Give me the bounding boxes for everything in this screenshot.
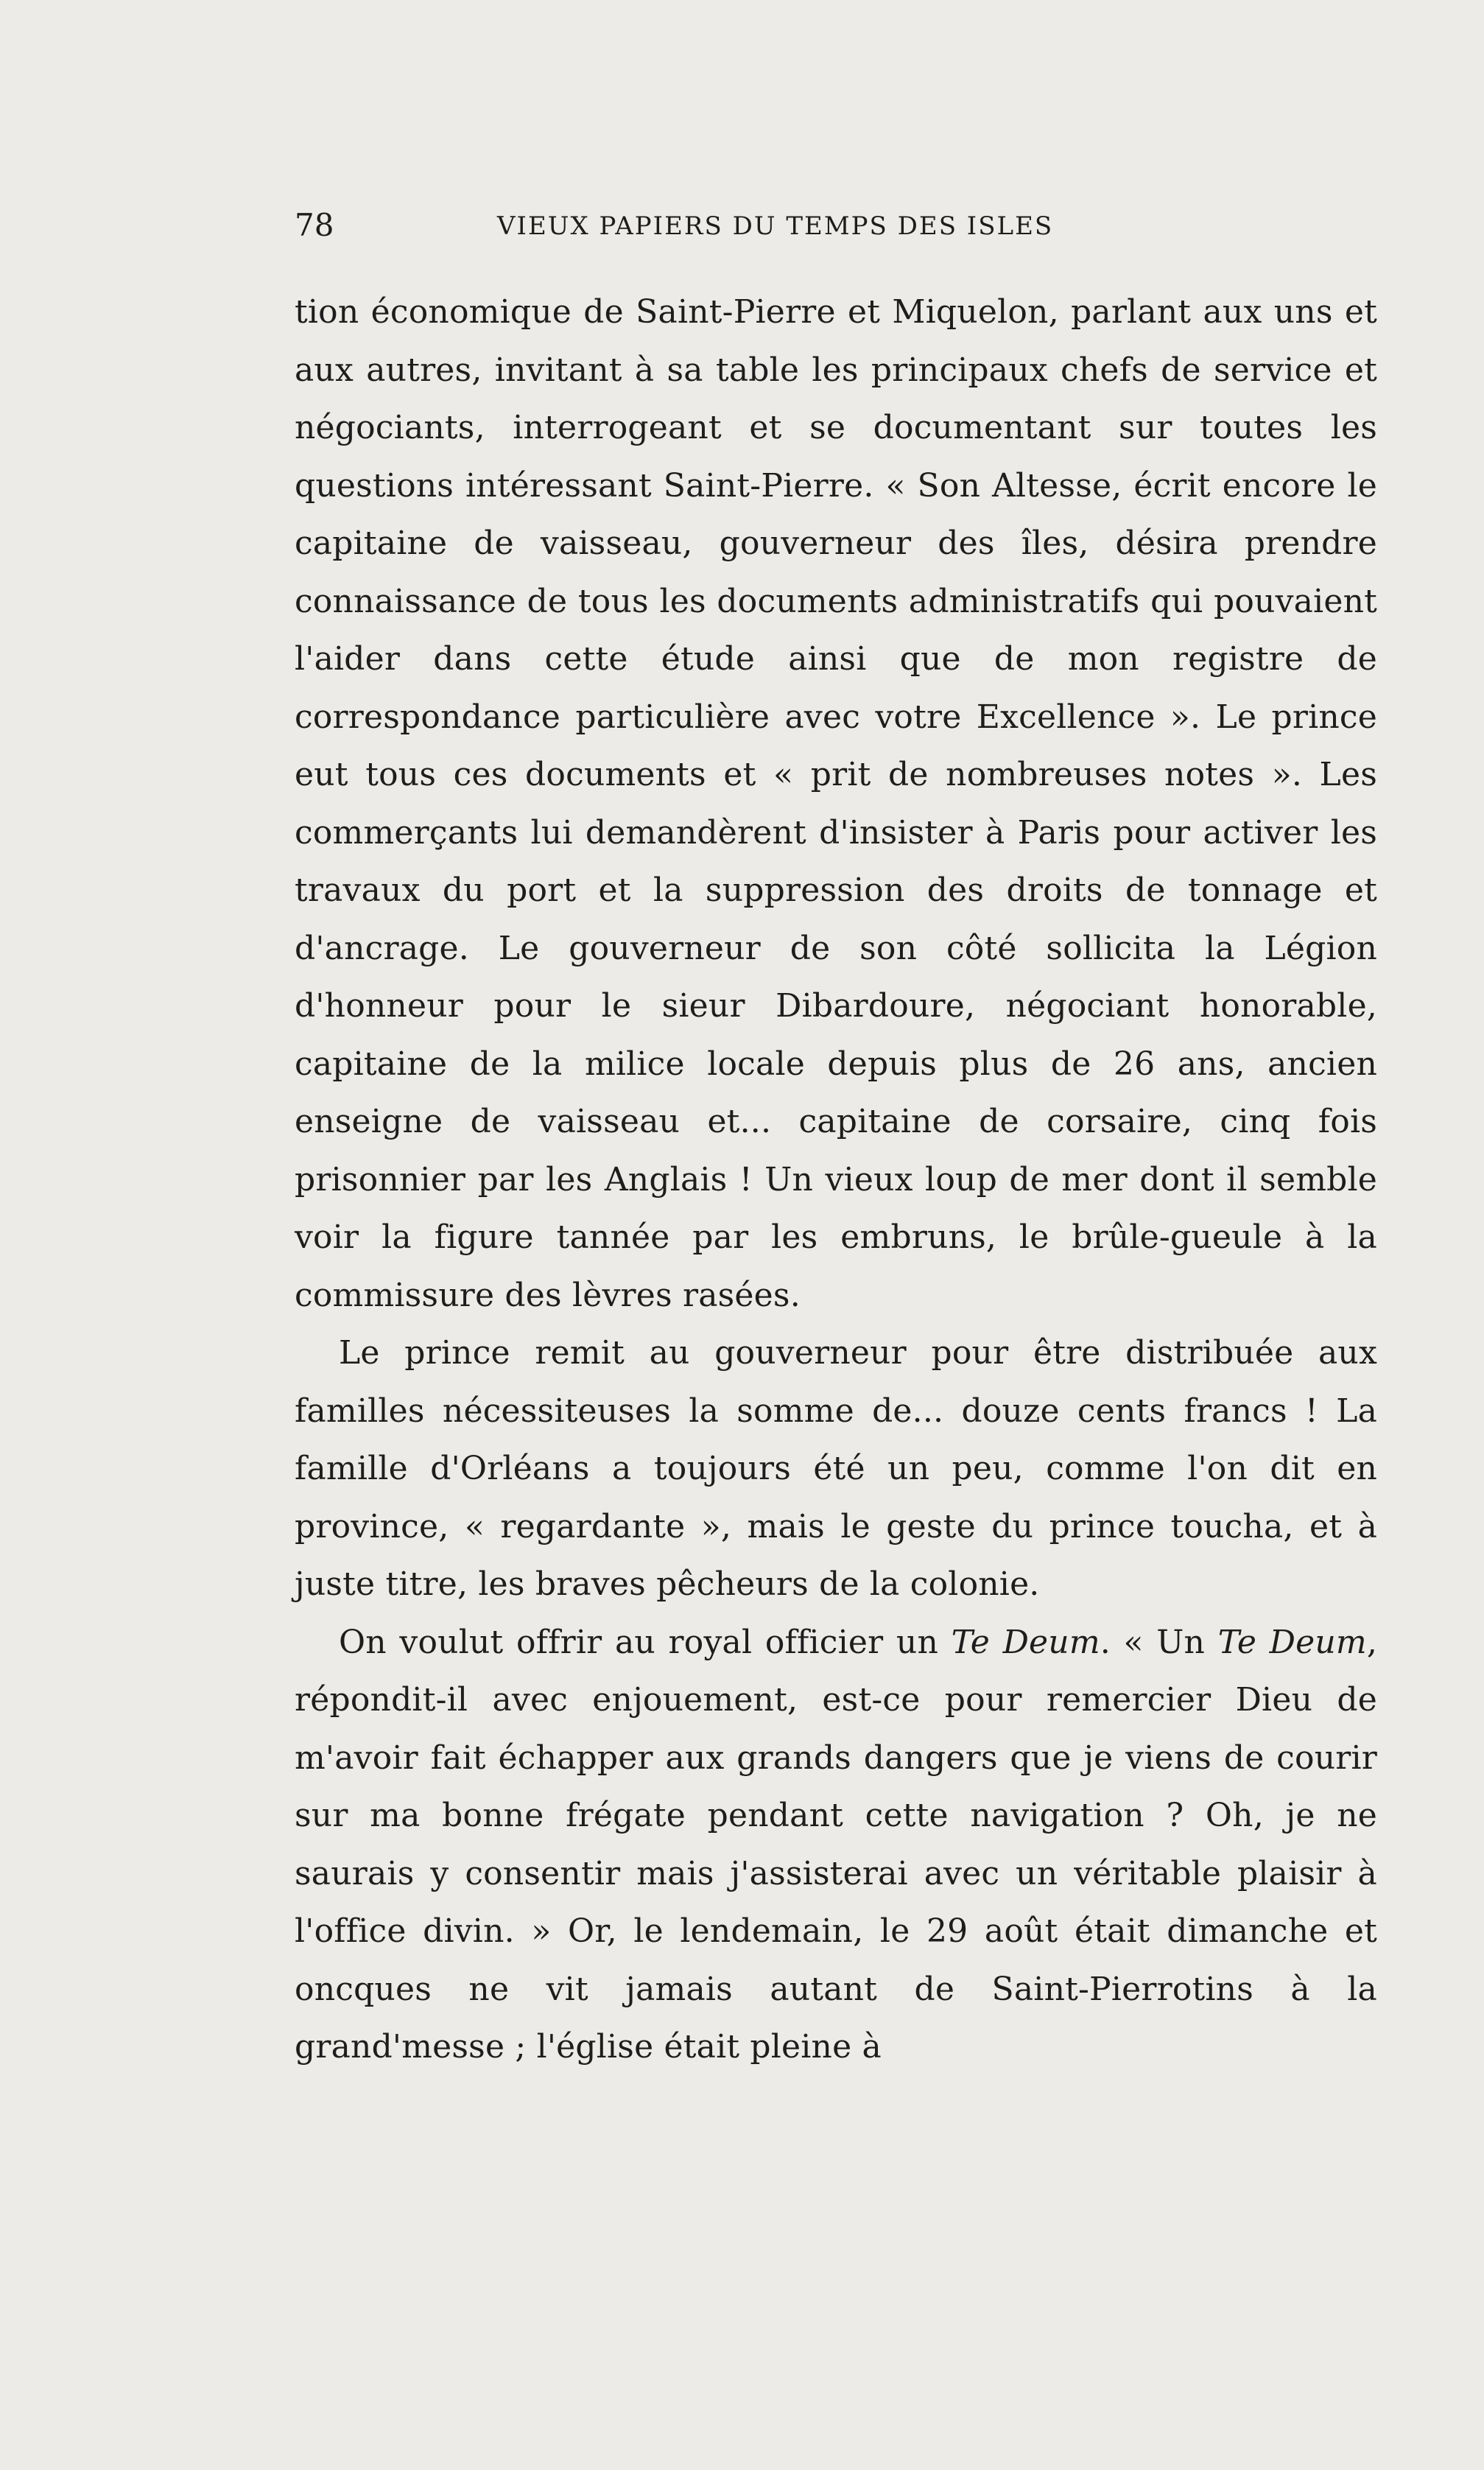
paragraph-3-text-a: On voulut offrir au royal officier un (339, 1623, 952, 1661)
page-number: 78 (295, 207, 334, 243)
te-deum-italic-1: Te Deum (951, 1623, 1100, 1661)
paragraph-2: Le prince remit au gouverneur pour être distribuée aux familles nécessiteuses la somme de... douze cents francs ! La famille d'Orléans a toujours été un peu, comme l'on dit en province, « regardante », mais le geste du prince toucha, et à juste titre, les braves pêcheurs de la colonie. (295, 1334, 1377, 1603)
paragraph-3 (295, 1614, 1377, 2077)
page-header (295, 205, 1186, 246)
te-deum-italic-2: Te Deum (1217, 1623, 1367, 1661)
paragraph-1: tion économique de Saint-Pierre et Miquelon, parlant aux uns et aux autres, invitant à sa table les principaux chefs de service et négociants, interrogeant et se documentant sur toutes les questions intéressant Saint-Pierre. « Son Altesse, écrit encore le capitaine de vaisseau, gouverneur des îles, désira prendre connaissance de tous les documents administratifs qui pouvaient l'aider dans cette étude ainsi que de mon registre de correspondance particulière avec votre Excellence ». Le prince eut tous ces documents et « prit de nombreuses notes ». Les commerçants lui demandèrent d'insister à Paris pour activer les travaux du port et la suppression des droits de tonnage et d'ancrage. Le gouverneur de son côté sollicita la Légion d'honneur pour le sieur Dibardoure, négociant honorable, capitaine de la milice locale depuis plus de 26 ans, ancien enseigne de vaisseau et... capitaine de corsaire, cinq fois prisonnier par les Anglais ! Un vieux loup de mer dont il semble voir la figure tannée par les embruns, le brûle-gueule à la commissure des lèvres rasées. (295, 293, 1377, 1314)
running-title: VIEUX PAPIERS DU TEMPS DES ISLES (497, 211, 1054, 241)
body-text (295, 284, 1377, 2077)
paragraph-3-text-c: , répondit-il avec enjouement, est-ce pour remercier Dieu de m'avoir fait échapper aux grands dangers que je viens de courir sur ma bonne frégate pendant cette navigation ? Oh, je ne saurais y consentir mais j'assisterai avec un véritable plaisir à l'office divin. » Or, le lendemain, le 29 août était dimanche et oncques ne vit jamais autant de Saint-Pierrotins à la grand'messe ; l'église était pleine à (295, 1623, 1378, 2066)
paragraph-3-text-b: . « Un (1100, 1623, 1218, 1661)
